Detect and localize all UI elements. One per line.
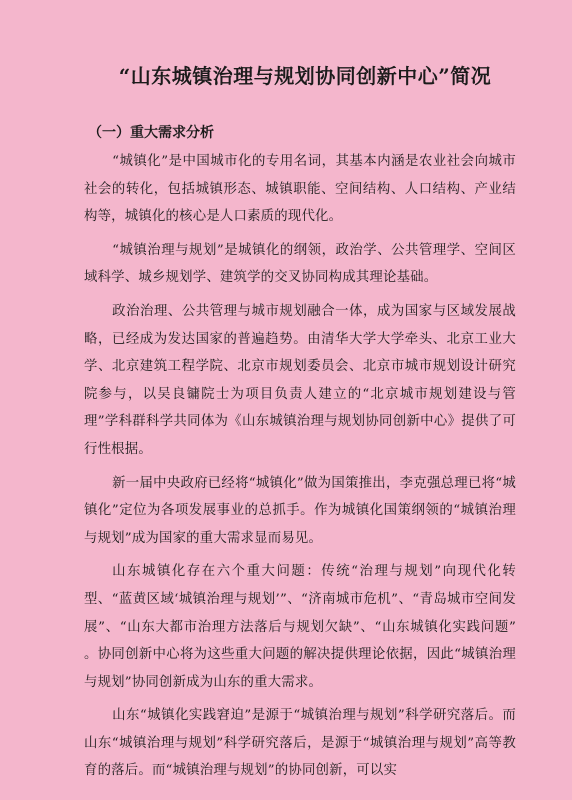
paragraph-4: 新一届中央政府已经将“城镇化”做为国策推出，李克强总理已将“城镇化”定位为各项发展事业的总抓手。作为城镇化国策纲领的“城镇治理与规划”成为国家的重大需求显而易见。 <box>84 475 516 546</box>
document-title: “山东城镇治理与规划协同创新中心”简况 <box>118 64 492 88</box>
paragraph-6: 山东“城镇化实践窘迫”是源于“城镇治理与规划”科学研究落后。而山东“城镇治理与规划”科学研究落后，是源于“城镇治理与规划”高等教育的落后。而“城镇治理与规划”的协同创新，可以实 <box>84 708 516 779</box>
section-heading: （一）重大需求分析 <box>88 125 214 141</box>
paragraph-2: “城镇治理与规划”是城镇化的纲领，政治学、公共管理学、空间区域科学、城乡规划学、建筑学的交叉协同构成其理论基础。 <box>84 242 516 286</box>
paragraph-5: 山东城镇化存在六个重大问题：传统“治理与规划”向现代化转型、“蓝黄区域‘城镇治理与规划’”、“济南城市危机”、“青岛城市空间发展”、“山东大都市治理方法落后与规划欠缺”、“山东城镇化实践问题” 。协同创新中心将为这些重大问题的解决提供理论依据，因此“城镇治理与规划”协同创新成为山东的重大需求。 <box>84 564 516 690</box>
paragraph-1: “城镇化”是中国城市化的专用名词，其基本内涵是农业社会向城市社会的转化，包括城镇形态、城镇职能、空间结构、人口结构、产业结构等，城镇化的核心是人口素质的现代化。 <box>84 154 516 225</box>
paragraph-3: 政治治理、公共管理与城市规划融合一体，成为国家与区域发展战略，已经成为发达国家的普遍趋势。由清华大学大学牵头、北京工业大学、北京建筑工程学院、北京市规划委员会、北京市城市规划设计研究院参与，以吴良镛院士为项目负责人建立的“北京城市规划建设与管理”学科群科学共同体为《山东城镇治理与规划协同创新中心》提供了可行性根据。 <box>84 303 516 457</box>
